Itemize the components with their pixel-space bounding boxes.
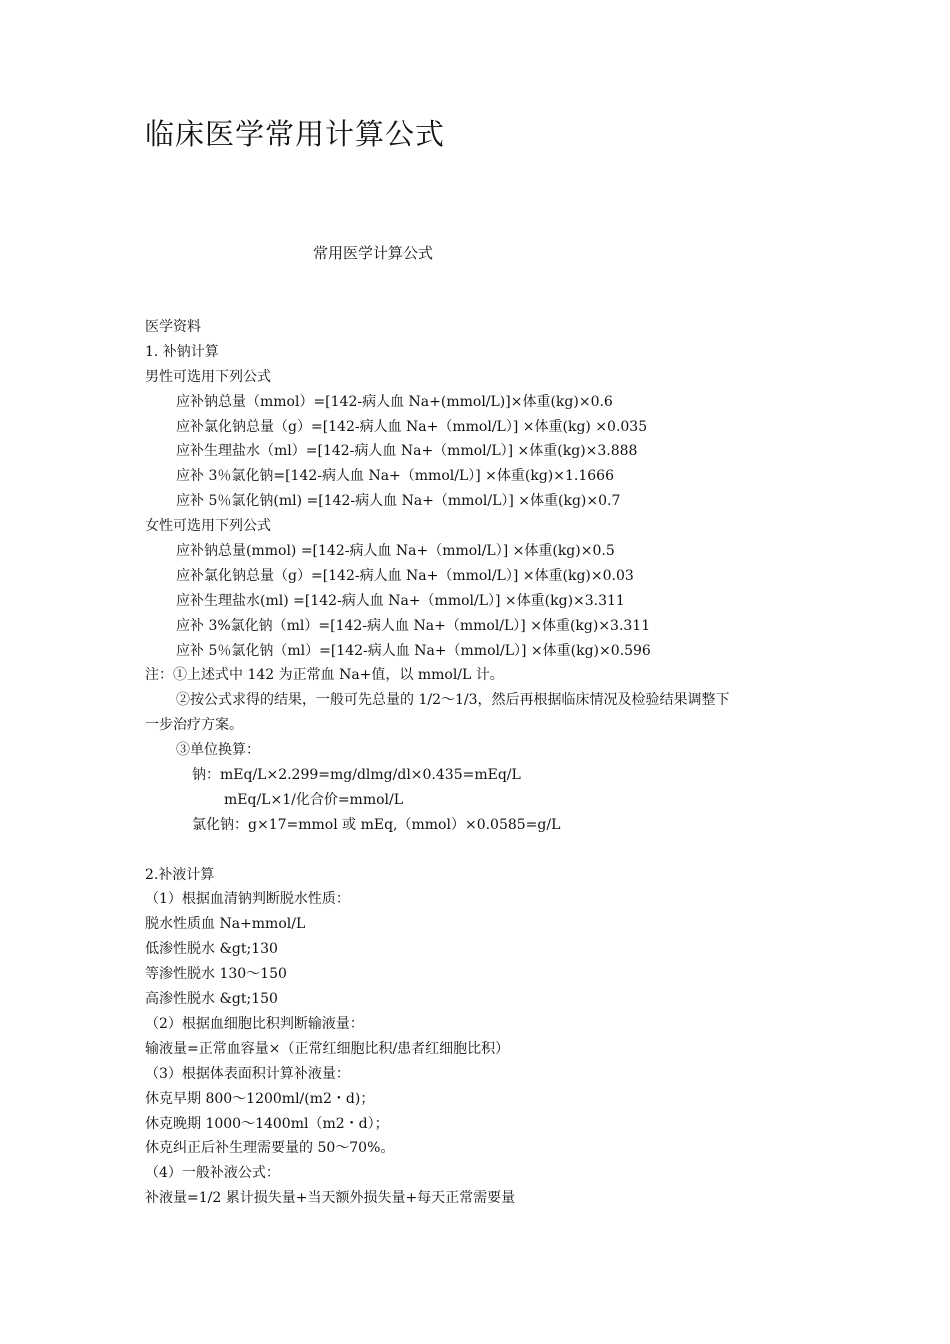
formula-line: 休克纠正后补生理需要量的 50～70%。	[145, 1140, 395, 1157]
document-body	[145, 315, 825, 1211]
conversion-line: mEq/L×1/化合价=mmol/L	[224, 791, 404, 808]
formula-line: 应补氯化钠总量（g）=[142-病人血 Na+（mmol/L）] ×体重(kg) ×0.035	[176, 418, 648, 435]
table-line: 高渗性脱水 &gt;150	[145, 991, 278, 1008]
formula-line: 应补生理盐水(ml) =[142-病人血 Na+（mmol/L）] ×体重(kg)×3.311	[176, 592, 625, 609]
subsection-heading: （2）根据血细胞比积判断输液量：	[145, 1015, 364, 1032]
table-line: 等渗性脱水 130～150	[145, 966, 287, 983]
page-title: 临床医学常用计算公式	[145, 117, 446, 151]
subsection-heading: （4）一般补液公式：	[145, 1165, 280, 1182]
document-subtitle: 常用医学计算公式	[313, 244, 434, 262]
formula-line: 应补钠总量(mmol) =[142-病人血 Na+（mmol/L）] ×体重(kg)×0.5	[176, 543, 615, 560]
male-formulas-heading: 男性可选用下列公式	[145, 368, 271, 385]
formula-line: 应补 5％氯化钠（ml）=[142-病人血 Na+（mmol/L）] ×体重(kg)×0.596	[176, 642, 651, 659]
subsection-heading: （1）根据血清钠判断脱水性质：	[145, 891, 350, 908]
female-formulas-heading: 女性可选用下列公式	[145, 518, 271, 535]
source-label: 医学资料	[145, 319, 201, 335]
table-line: 低渗性脱水 &gt;130	[145, 941, 278, 958]
formula-line: 应补 5％氯化钠(ml) =[142-病人血 Na+（mmol/L）] ×体重(kg)×0.7	[176, 493, 621, 510]
note-line: 注：①上述式中 142 为正常血 Na+值，以 mmol/L 计。	[145, 667, 504, 684]
note-line: ③单位换算：	[176, 742, 260, 759]
subsection-heading: （3）根据体表面积计算补液量：	[145, 1065, 350, 1082]
section-heading-sodium: 1. 补钠计算	[145, 343, 219, 360]
formula-line: 休克晚期 1000～1400ml（m2・d）；	[145, 1115, 389, 1132]
formula-line: 应补 3％氯化钠=[142-病人血 Na+（mmol/L）] ×体重(kg)×1.1666	[176, 468, 614, 485]
conversion-line: 钠：mEq/L×2.299=mg/dlmg/dl×0.435=mEq/L	[192, 767, 521, 784]
blank-line	[145, 838, 825, 863]
formula-line: 休克早期 800～1200ml/(m2・d)；	[145, 1090, 375, 1107]
formula-line: 应补钠总量（mmol）=[142-病人血 Na+(mmol/L)]×体重(kg)×0.6	[176, 393, 613, 410]
formula-line: 应补生理盐水（ml）=[142-病人血 Na+（mmol/L）] ×体重(kg)×3.888	[176, 443, 638, 460]
note-line: 一步治疗方案。	[145, 717, 243, 734]
table-line: 脱水性质血 Na+mmol/L	[145, 916, 306, 933]
formula-line: 应补氯化钠总量（g）=[142-病人血 Na+（mmol/L）] ×体重(kg)×0.03	[176, 567, 634, 584]
section-heading-fluid: 2.补液计算	[145, 866, 215, 883]
formula-line: 输液量=正常血容量×（正常红细胞比积/患者红细胞比积）	[145, 1040, 510, 1057]
conversion-line: 氯化钠：g×17=mmol 或 mEq,（mmol）×0.0585=g/L	[192, 816, 561, 833]
formula-line: 补液量=1/2 累计损失量+当天额外损失量+每天正常需要量	[145, 1190, 516, 1207]
note-line: ②按公式求得的结果，一般可先总量的 1/2～1/3，然后再根据临床情况及检验结果调整下	[176, 692, 730, 709]
formula-line: 应补 3%氯化钠（ml）=[142-病人血 Na+（mmol/L）] ×体重(kg)×3.311	[176, 617, 651, 634]
